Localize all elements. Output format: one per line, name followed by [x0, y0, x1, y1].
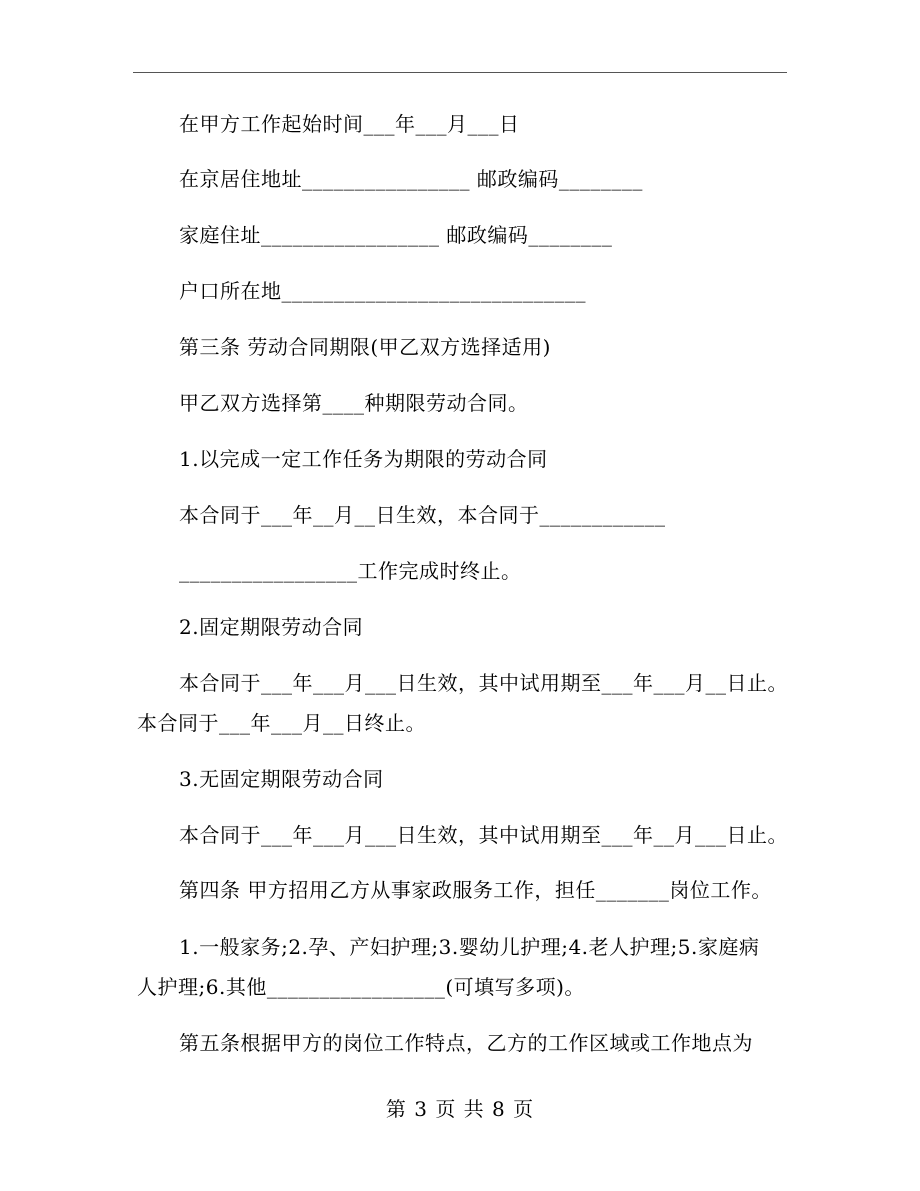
text-line: 本合同于___年___月___日生效，其中试用期至___年___月__日止。 — [179, 671, 788, 695]
list-item: 3.无固定期限劳动合同 — [179, 767, 384, 791]
list-item: 2.固定期限劳动合同 — [179, 615, 364, 639]
page-footer: 第 3 页 共 8 页 — [385, 1097, 535, 1121]
text-line: 人护理;6.其他_________________(可填写多项)。 — [137, 975, 585, 999]
text-line: 本合同于___年__月__日生效，本合同于____________ — [179, 503, 666, 527]
section-heading: 第五条根据甲方的岗位工作特点，乙方的工作区域或工作地点为 — [179, 1031, 753, 1055]
text-line: 本合同于___年___月__日终止。 — [137, 711, 426, 735]
section-heading: 第四条 甲方招用乙方从事家政服务工作，担任_______岗位工作。 — [179, 878, 772, 902]
header-rule — [133, 72, 787, 73]
text-line: 家庭住址_________________ 邮政编码________ — [179, 223, 613, 247]
text-line: 在甲方工作起始时间___年___月___日 — [179, 112, 520, 136]
text-line: 本合同于___年___月___日生效，其中试用期至___年__月___日止。 — [179, 823, 788, 847]
text-line: 1.一般家务;2.孕、产妇护理;3.婴幼儿护理;4.老人护理;5.家庭病 — [179, 935, 760, 959]
text-line: 甲乙双方选择第____种期限劳动合同。 — [179, 391, 529, 415]
list-item: 1.以完成一定工作任务为期限的劳动合同 — [179, 447, 548, 471]
text-line: _________________工作完成时终止。 — [179, 559, 522, 583]
text-line: 户口所在地_____________________________ — [179, 279, 586, 303]
section-heading: 第三条 劳动合同期限(甲乙双方选择适用) — [179, 335, 551, 359]
text-line: 在京居住地址________________ 邮政编码________ — [179, 167, 643, 191]
